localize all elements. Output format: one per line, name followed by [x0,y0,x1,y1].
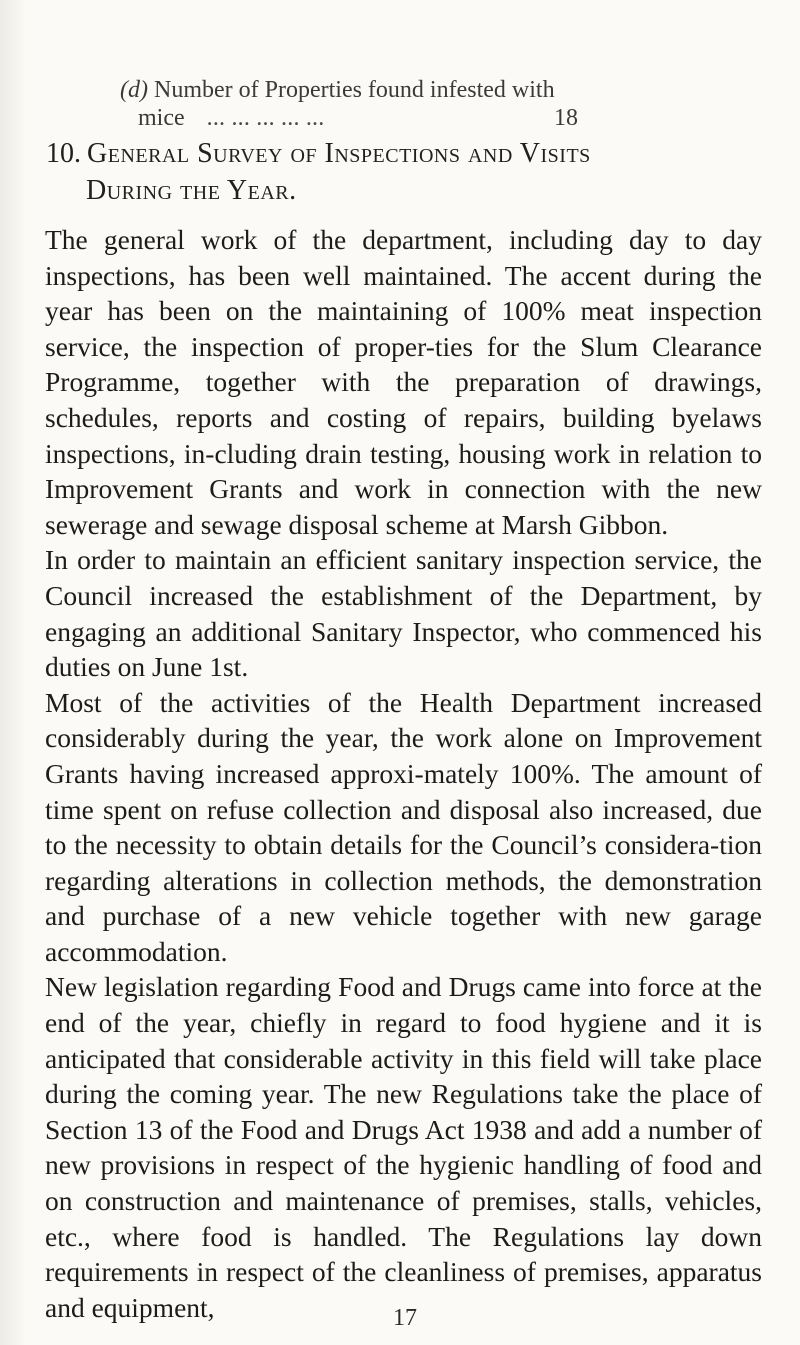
page-number: 17 [393,1305,417,1331]
section-number: 10. [46,138,81,169]
item-d-continuation: mice [138,105,185,131]
paragraph: Most of the activities of the Health Department increased considerably during the year, the work alone on Improvement Grants having increased approxi-mately 100%. The amount of time spent on refuse collection and disposal also increased, due to the necessity to obtain details for the Council’s considera-tion regarding alterations in collection methods, the demonstration and purchase of a new vehicle together with new garage accommodation. [45,686,762,967]
item-d-second-line [120,104,578,132]
section-title-line2: During the Year. [86,175,297,206]
paragraph: In order to maintain an efficient sanitary inspection service, the Council increased the establishment of the Department, by engaging an additional Sanitary Inspector, who commenced his duties on June 1st. [45,544,762,683]
item-d-entry [120,76,740,132]
item-d-first-line [120,76,740,104]
paragraph: The general work of the department, including day to day inspections, has been well maintained. The accent during the year has been on the maintaining of 100% meat inspection service, the inspection of proper-ties for the Slum Clearance Programme, together with the preparation of drawings, schedules, reports and costing of repairs, building byelaws inspections, in-cluding drain testing, housing work in relation to Improvement Grants and work in connection with the new sewerage and sewage disposal scheme at Marsh Gibbon. [45,224,762,540]
item-d-value: 18 [554,105,578,131]
body-text [45,222,762,1325]
section-title-line1: General Survey of Inspections and Visits [87,138,591,169]
section-heading [46,135,766,209]
item-d-leader-dots: ... ... ... ... ... [206,105,325,131]
item-d-label: (d) [120,77,148,103]
paragraph: New legislation regarding Food and Drugs came into force at the end of the year, chiefly in regard to food hygiene and it is anticipated that considerable activity in this field will take place during the coming year. The new Regulations take the place of Section 13 of the Food and Drugs Act 1938 and add a number of new provisions in respect of the hygienic handling of food and on construction and maintenance of premises, stalls, vehicles, etc., where food is handled. The Regulations lay down requirements in respect of the cleanliness of premises, apparatus and equipment, [45,971,762,1323]
item-d-text: Number of Properties found infested with [153,77,555,103]
page-edge-shadow [0,0,26,1345]
